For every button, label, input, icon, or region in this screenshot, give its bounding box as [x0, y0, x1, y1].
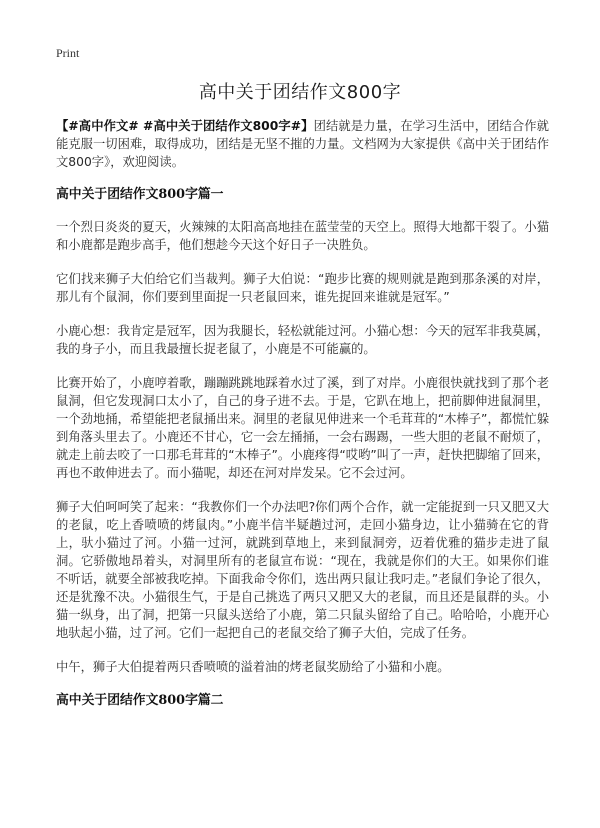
section-heading-1: 高中关于团结作文800字篇一	[56, 187, 224, 202]
intro-tags[interactable]: 【#高中作文# #高中关于团结作文800字#】	[56, 119, 314, 133]
section-heading-2: 高中关于团结作文800字篇二	[56, 693, 224, 708]
paragraph: 小鹿心想：我肯定是冠军，因为我腿长，轻松就能过河。小猫心想：今天的冠军非我莫属，我的身子小，而且我最擅长捉老鼠了，小鹿是不可能赢的。	[56, 324, 549, 356]
paragraph: 一个烈日炎炎的夏天，火辣辣的太阳高高地挂在蓝莹莹的天空上。照得大地都干裂了。小猫和小鹿都是跑步高手，他们想趁今天这个好日子一决胜负。	[56, 220, 549, 252]
article-body	[56, 117, 549, 724]
intro-paragraph	[56, 117, 549, 171]
intro-text: 团结就是力量，在学习生活中，团结合作就能克服一切困难，取得成功，团结是无坚不摧的力量。文档网为大家提供《高中关于团结作文800字》，欢迎阅读。	[56, 119, 549, 169]
page-title: 高中关于团结作文800字	[198, 82, 402, 103]
print-link[interactable]: Print	[56, 46, 80, 60]
paragraph: 狮子大伯呵呵笑了起来：“我教你们一个办法吧?你们两个合作，就一定能捉到一只又肥又大的老鼠，吃上香喷喷的烤鼠肉。”小鹿半信半疑趟过河，走回小猫身边，让小猫骑在它的背上，驮小猫过了河。小猫一过河，就跳到草地上，来到鼠洞旁，迈着优雅的猫步走进了鼠洞。它骄傲地昂着头，对洞里所有的老鼠宣布说：“现在，我就是你们的大王。如果你们谁不听话，就要全部被我吃掉。下面我命令你们，选出两只鼠让我叼走。”老鼠们争论了很久，还是犹豫不决。小猫很生气，于是自己挑选了两只又肥又大的老鼠，而且还是鼠群的头。小猫一纵身，出了洞，把第一只鼠头送给了小鹿，第二只鼠头留给了自己。哈哈哈，小鹿开心地驮起小猫，过了河。它们一起把自己的老鼠交给了狮子大伯，完成了任务。	[56, 500, 549, 640]
paragraph: 比赛开始了，小鹿哼着歌，蹦蹦跳跳地踩着水过了溪，到了对岸。小鹿很快就找到了那个老鼠洞，但它发现洞口太小了，自己的身子进不去。于是，它趴在地上，把前脚伸进鼠洞里，一个劲地捅，希望能把老鼠捅出来。洞里的老鼠见伸进来一个毛茸茸的“木棒子”，都慌忙躲到角落头里去了。小鹿还不甘心，它一会左捅捅，一会右踢踢，一些大胆的老鼠不耐烦了，就走上前去咬了一口那毛茸茸的“木棒子”。小鹿疼得“哎哟”叫了一声，赶快把脚缩了回来，再也不敢伸进去了。而小猫呢，却还在河对岸发呆。它不会过河。	[56, 376, 549, 480]
paragraph: 中午，狮子大伯提着两只香喷喷的溢着油的烤老鼠奖励给了小猫和小鹿。	[56, 660, 450, 674]
paragraph: 它们找来狮子大伯给它们当裁判。狮子大伯说：“跑步比赛的规则就是跑到那条溪的对岸，那儿有个鼠洞，你们要到里面捉一只老鼠回来，谁先捉回来谁就是冠军。”	[56, 272, 549, 304]
